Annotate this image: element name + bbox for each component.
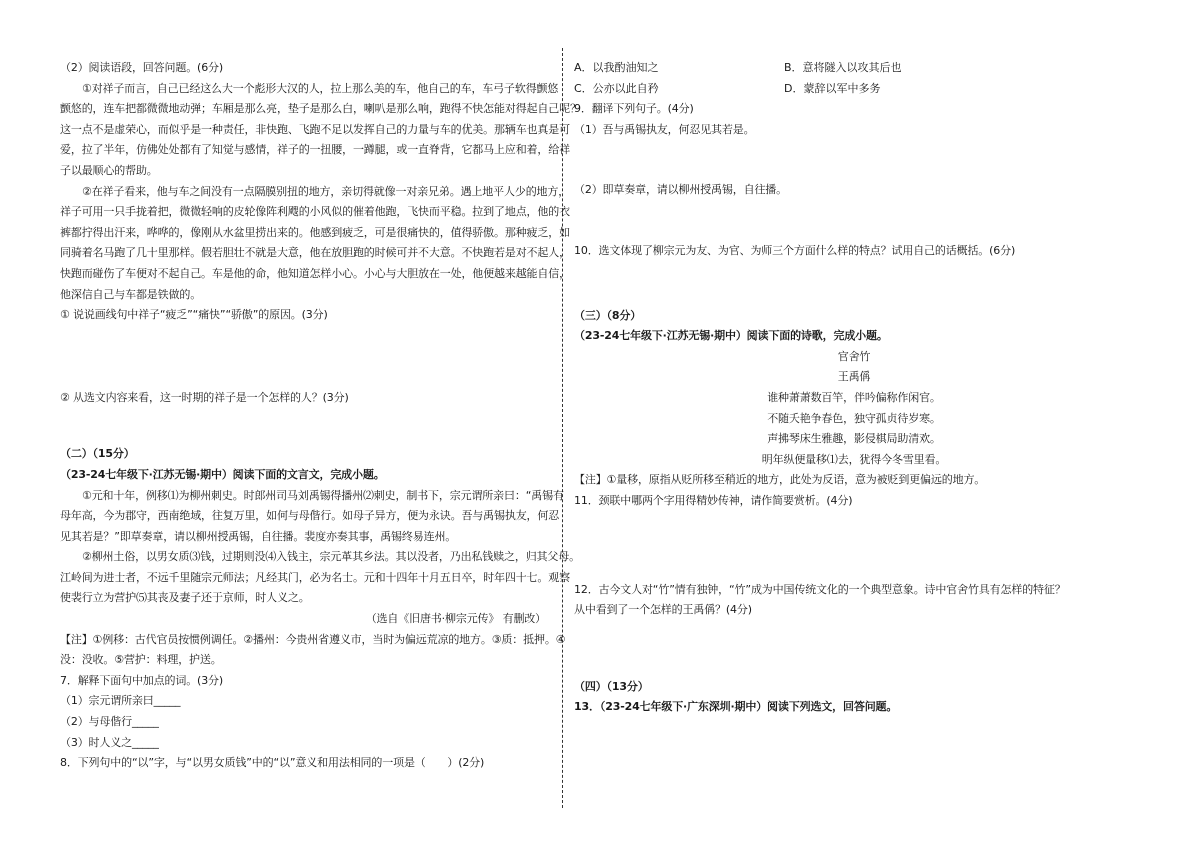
citation: （选自《旧唐书·柳宗元传》 有删改）: [365, 612, 546, 626]
question-11: 11．颈联中哪两个字用得精妙传神，请作简要赏析。(4分): [574, 493, 853, 507]
question-9-item-2: （2）即草奏章，请以柳州授禹锡，自往播。: [574, 183, 787, 197]
section-4-heading: （四）（13分）: [574, 679, 649, 693]
question-7-item: （1）宗元谓所亲曰_____: [60, 694, 181, 708]
notes-line: 【注】①例移：古代官员按惯例调任。②播州：今贵州省遵义市，当时为偏远荒凉的地方。③质：抵押。④: [60, 632, 566, 646]
poem-note: 【注】①量移，原指从贬所移至稍近的地方，此处为反语，意为被贬到更偏远的地方。: [574, 473, 986, 487]
option-d: D．蒙辞以军中多务: [784, 81, 881, 95]
passage-line: 爱，拉了半年，仿佛处处都有了知觉与感情，祥子的一扭腰，一蹲腿，或一直脊背，它都马上应和着，给祥: [60, 143, 570, 157]
answer-space: [574, 140, 1134, 180]
notes-line: 没：没收。⑤营护：料理，护送。: [60, 653, 222, 667]
classical-text-line: 使裴行立为营护⑸其丧及妻子还于京师，时人义之。: [60, 591, 310, 605]
option-a: A．以我酌油知之: [574, 61, 659, 74]
passage-line: ①对祥子而言，自己已经这么大一个彪形大汉的人，拉上那么美的车，他自己的车，车弓子软得颤悠: [82, 81, 559, 95]
passage-line: 子以最顺心的帮助。: [60, 163, 158, 177]
passage-line: ②在祥子看来，他与车之间没有一点隔膜别扭的地方，亲切得就像一对亲兄弟。遇上地平人少的地方，: [82, 184, 570, 198]
classical-text-line: ②柳州土俗，以男女质⑶钱，过期则没⑷入钱主，宗元革其乡法。其以没者，乃出私钱赎之，归其父母。: [82, 550, 580, 564]
classical-text-line: 见其若是？”即草奏章，请以柳州授禹锡，自往播。裴度亦奏其事，禹锡终易连州。: [60, 529, 457, 543]
poem-author: 王禹偁: [837, 370, 871, 384]
passage-line: 他深信自己与车都是铁做的。: [60, 287, 202, 301]
answer-space: [574, 512, 1134, 580]
poem-line: 声拂琴床生雅趣，影侵棋局助清欢。: [767, 432, 941, 446]
section-2-source: （23-24七年级下·江苏无锡·期中）阅读下面的文言文，完成小题。: [60, 467, 385, 481]
right-column: [574, 58, 1134, 718]
answer-space: [574, 621, 1134, 677]
classical-text-line: 母年高，今为郡守，西南绝域，往复万里，如何与母偕行。如母子异方，便为永诀。吾与禹锡执友，何忍: [60, 509, 560, 523]
question-7-item: （2）与母偕行_____: [60, 715, 159, 729]
passage-line: 裤都拧得出汗来，哗哗的，像刚从水盆里捞出来的。他感到疲乏，可是很痛快的，值得骄傲。那种疲乏，如: [60, 225, 570, 239]
answer-space: [574, 262, 1134, 306]
answer-space: [60, 326, 554, 388]
options-row: [574, 79, 1134, 100]
poem-line: 明年纵便量移⑴去，犹得今冬雪里看。: [761, 452, 947, 466]
left-column: [60, 58, 581, 774]
option-c: C．公亦以此自矜: [574, 81, 659, 95]
section-2-heading: （二）（15分）: [60, 447, 135, 461]
passage-line: 颤悠的，连车把都微微地动弹；车厢是那么亮，垫子是那么白，喇叭是那么响，跑得不快怎能对得起自己呢？: [60, 102, 581, 116]
classical-text-line: 江岭间为进士者，不远千里随宗元师法；凡经其门，必为名士。元和十四年十月五日卒，时年四十七。观察: [60, 570, 570, 584]
passage-line: 快跑而碰伤了车便对不起自己。车是他的命，他知道怎样小心。小心与大胆放在一处，他便越来越能自信，: [60, 266, 570, 280]
passage-line: 祥子可用一只手拢着把，微微轻响的皮轮像阵利飕的小风似的催着他跑，飞快而平稳。拉到了地点，他的衣: [60, 205, 570, 219]
answer-space: [60, 408, 554, 444]
classical-text-line: ①元和十年，例移⑴为柳州刺史。时郎州司马刘禹锡得播州⑵刺史，制书下，宗元谓所亲曰：“禹锡有: [82, 488, 564, 502]
subquestion-2: ② 从选文内容来看，这一时期的祥子是一个怎样的人？(3分): [60, 390, 349, 404]
options-row: [574, 58, 1134, 79]
question-7-item: （3）时人义之_____: [60, 735, 159, 749]
passage-line: 这一点不是虚荣心，而似乎是一种责任，非快跑、飞跑不足以发挥自己的力量与车的优美。那辆车也真是可: [60, 122, 570, 136]
question-13: 13．（23-24七年级下·广东深圳·期中）阅读下列选文，回答问题。: [574, 700, 898, 714]
poem-line: 谁种萧萧数百竿，伴吟偏称作闲官。: [767, 390, 941, 404]
column-divider: [562, 48, 563, 808]
question-9: 9．翻译下列句子。(4分): [574, 102, 694, 116]
question-10: 10．选文体现了柳宗元为友、为官、为师三个方面什么样的特点？试用自己的话概括。(6分): [574, 243, 1016, 257]
question-8: 8．下列句中的“以”字，与“以男女质钱”中的“以”意义和用法相同的一项是（ ）(2分): [60, 756, 485, 770]
section-3-heading: （三）（8分）: [574, 308, 642, 322]
passage-line: 同骑着名马跑了几十里那样。假若胆壮不就是大意，他在放胆跑的时候可并不大意。不快跑若是对不起人，: [60, 246, 570, 260]
question-12: 12．古今文人对“竹”情有独钟，“竹”成为中国传统文化的一个典型意象。诗中官舍竹具有怎样的特征？: [574, 582, 1066, 596]
poem-title: 官舍竹: [837, 349, 871, 363]
subquestion-1: ① 说说画线句中祥子“疲乏”“痛快”“骄傲”的原因。(3分): [60, 308, 328, 322]
question-12-cont: 从中看到了一个怎样的王禹偁？(4分): [574, 603, 752, 617]
answer-space: [574, 201, 1134, 241]
section-3-source: （23-24七年级下·江苏无锡·期中）阅读下面的诗歌，完成小题。: [574, 329, 888, 343]
question-9-item-1: （1）吾与禹锡执友，何忍见其若是。: [574, 122, 755, 136]
question-7: 7．解释下面句中加点的词。(3分): [60, 673, 224, 687]
poem-line: 不随夭艳争春色，独守孤贞待岁寒。: [767, 411, 941, 425]
question-2-heading: （2）阅读语段，回答问题。(6分): [60, 61, 224, 74]
option-b: B．意将隧入以攻其后也: [784, 61, 902, 74]
